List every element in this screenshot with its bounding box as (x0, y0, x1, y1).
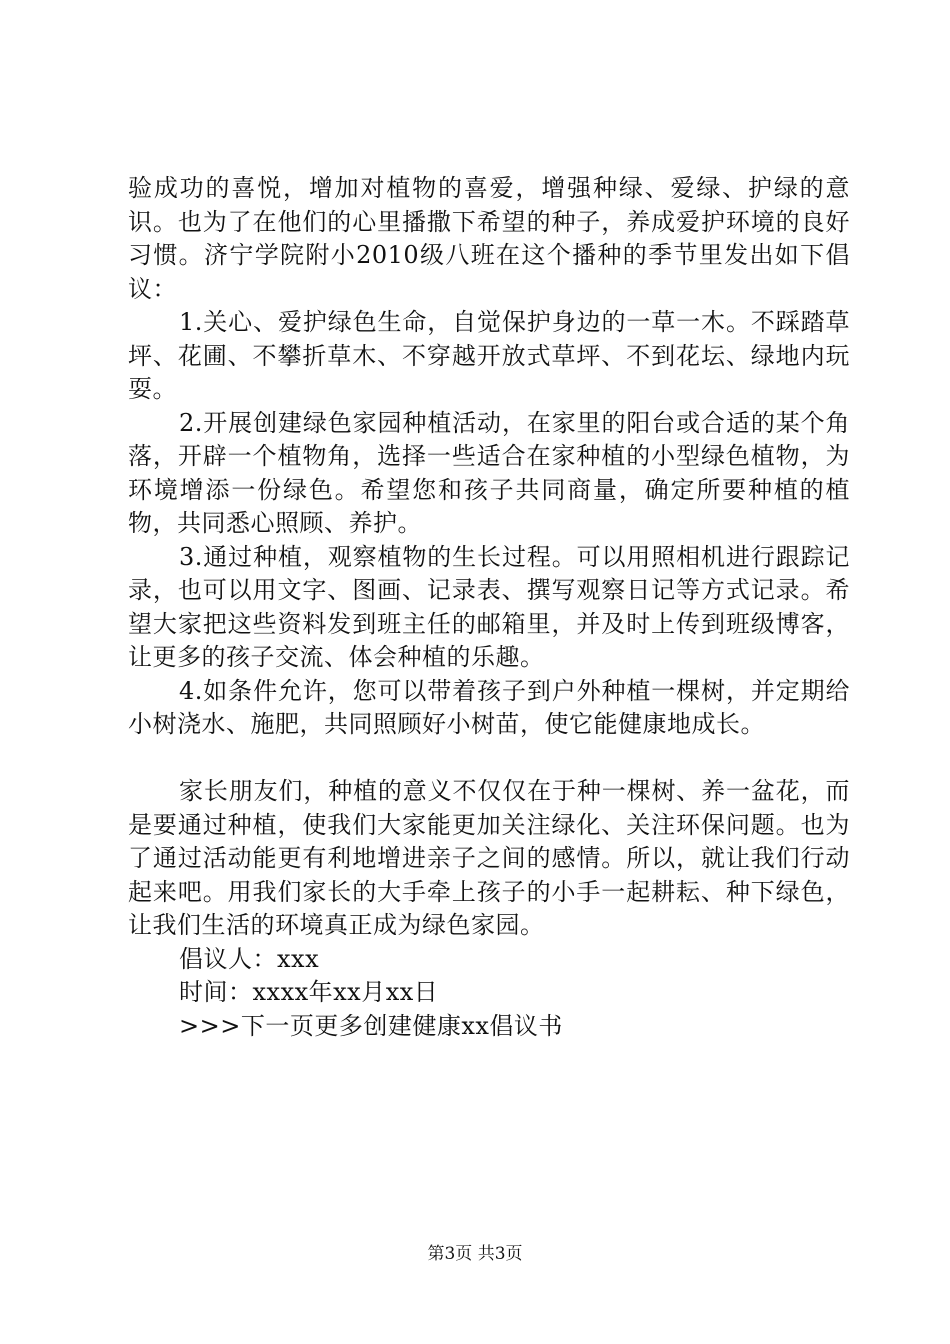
document-body (128, 172, 850, 1043)
page-number: 第3页 共3页 (427, 1244, 523, 1264)
proposal-item-4: 4.如条件允许，您可以带着孩子到户外种植一棵树，并定期给小树浇水、施肥，共同照顾好小树苗，使它能健康地成长。 (128, 676, 850, 738)
proposal-item-2: 2.开展创建绿色家园种植活动，在家里的阳台或合适的某个角落，开辟一个植物角，选择一些适合在家种植的小型绿色植物，为环境增添一份绿色。希望您和孩子共同商量，确定所要种植的植物，共同悉心照顾、养护。 (128, 408, 850, 537)
proposal-item-3: 3.通过种植，观察植物的生长过程。可以用照相机进行跟踪记录，也可以用文字、图画、记录表、撰写观察日记等方式记录。希望大家把这些资料发到班主任的邮箱里，并及时上传到班级博客，让更多的孩子交流、体会种植的乐趣。 (128, 542, 850, 671)
paragraph-spacer (128, 742, 850, 776)
proposal-item-1: 1.关心、爱护绿色生命，自觉保护身边的一草一木。不踩踏草坪、花圃、不攀折草木、不穿越开放式草坪、不到花坛、绿地内玩耍。 (128, 308, 850, 403)
next-page-link[interactable]: >>>下一页更多创建健康xx倡议书 (179, 1011, 563, 1040)
closing-paragraph: 家长朋友们，种植的意义不仅仅在于种一棵树、养一盆花，而是要通过种植，使我们大家能更加关注绿化、关注环保问题。也为了通过活动能更有利地增进亲子之间的感情。所以，就让我们行动起来吧。用我们家长的大手牵上孩子的小手一起耕耘、种下绿色，让我们生活的环境真正成为绿色家园。 (128, 777, 850, 939)
date-line: 时间：xxxx年xx月xx日 (179, 978, 439, 1006)
signer-line: 倡议人：xxx (179, 944, 320, 973)
intro-paragraph: 验成功的喜悦，增加对植物的喜爱，增强种绿、爱绿、护绿的意识。也为了在他们的心里播撒下希望的种子，养成爱护环境的良好习惯。济宁学院附小2010级八班在这个播种的季节里发出如下倡议： (128, 174, 850, 303)
page-footer (0, 1244, 950, 1264)
